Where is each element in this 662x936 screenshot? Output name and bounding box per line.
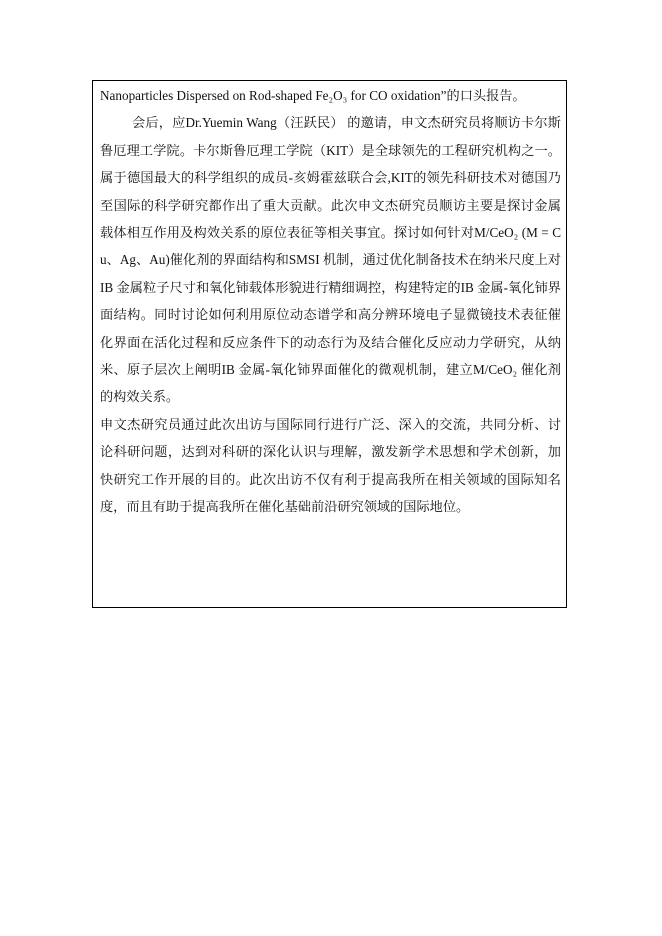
paragraph-summary: 申文杰研究员通过此次出访与国际同行进行广泛、深入的交流，共同分析、讨论科研问题，达到对科研的深化认识与理解，激发新学术思想和学术创新，加快研究工作开展的目的。此次出访不仅有利于提高我所在相关领域的国际知名度，而且有助于提高我所在催化基础前沿研究领域的国际地位。 xyxy=(100,416,561,515)
paragraph-title-continuation: Nanoparticles Dispersed on Rod-shaped Fe₂O₃ for CO oxidation”的口头报告。 xyxy=(100,88,526,103)
paragraph-visit-details: 会后，应Dr.Yuemin Wang（汪跃民） 的邀请，申文杰研究员将顺访卡尔斯鲁厄理工学院。卡尔斯鲁厄理工学院（KIT）是全球领先的工程研究机构之一。属于德国最大的科学组织的成员-亥姆霍兹联合会,KIT的领先科研技术对德国乃至国际的科学研究都作出了重大贡献。此次申文杰研究员顺访主要是探讨金属载体相互作用及构效关系的原位表征等相关事宜。探讨如何针对M/CeO₂ (M = Cu、Ag、Au)催化剂的界面结构和SMSI 机制，通过优化制备技术在纳米尺度上对IB 金属粒子尺寸和氧化铈载体形貌进行精细调控，构建特定的IB 金属-氧化铈界面结构。同时讨论如何利用原位动态谱学和高分辨环境电子显微镜技术表征催化界面在活化过程和反应条件下的动态行为及结合催化反应动力学研究，从纳米、原子层次上阐明IB 金属-氧化铈界面催化的微观机制，建立M/CeO₂ 催化剂的构效关系。 xyxy=(100,115,561,405)
report-table-cell xyxy=(92,80,567,608)
